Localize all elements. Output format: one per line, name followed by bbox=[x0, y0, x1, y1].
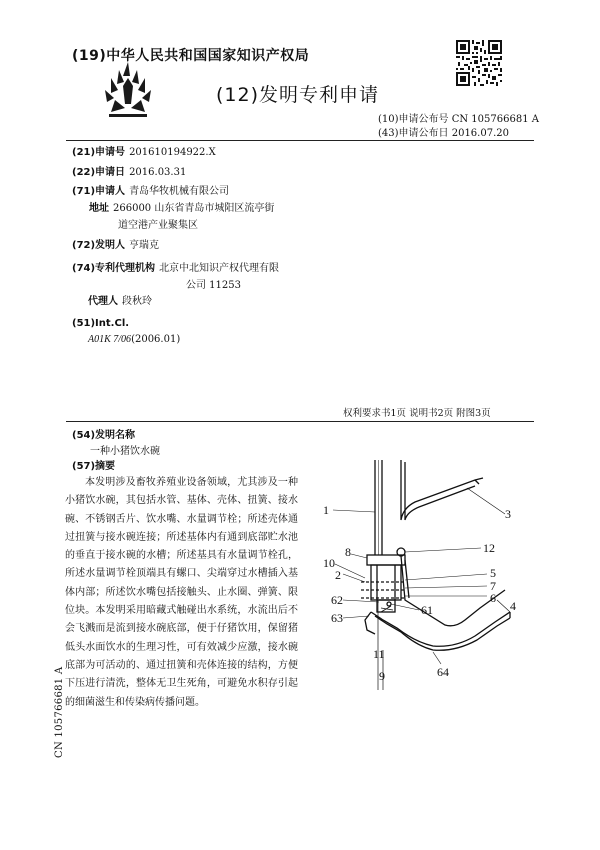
application-number-label: (21)申请号 bbox=[72, 147, 126, 158]
ref-number: 12 bbox=[483, 541, 495, 555]
ref-number: 2 bbox=[335, 568, 341, 582]
ref-number: 1 bbox=[323, 503, 329, 517]
agent-value: 段秋玲 bbox=[122, 296, 152, 307]
page-counts-divider bbox=[66, 421, 534, 422]
cnipa-logo bbox=[97, 60, 159, 122]
ref-number: 62 bbox=[331, 593, 343, 607]
address-label: 地址 bbox=[89, 203, 109, 214]
drawing-lines bbox=[333, 460, 510, 690]
drawing-reference-numbers bbox=[323, 503, 516, 683]
ref-number: 64 bbox=[437, 665, 449, 679]
application-date-value: 2016.03.31 bbox=[129, 167, 187, 178]
applicant-value: 青岛华牧机械有限公司 bbox=[129, 186, 230, 197]
ref-number: 6 bbox=[490, 591, 496, 605]
abstract-text: 本发明涉及畜牧养殖业设备领域，尤其涉及一种小猪饮水碗，其包括水管、基体、壳体、扭簧、接水碗、不锈钢舌片、饮水嘴、水量调节栓；所述壳体通过扭簧与接水碗连接；所述基体内有通到底部贮水池的垂直于接水碗的水槽；所述基具有水量调节栓孔，所述水量调节栓顶端具有螺口、尖端穿过水槽插入基体内部；所述饮水嘴包括接触头、止水圈、弹簧、限位块。本发明采用暗藏式触碰出水系统，水流出后不会飞溅而是流到接水碗底部，便于仔猪饮用，保留猪低头水面饮水的生理习性，可有效减少应激，接水碗底部为可活动的、通过扭簧和壳体连接的结构，方便下压进行清洗，整体无卫生死角，可避免水积存引起的细菌滋生和传染病传播问题。 bbox=[65, 477, 298, 708]
agent-label: 代理人 bbox=[88, 296, 118, 307]
inventor-label: (72)发明人 bbox=[72, 240, 126, 251]
agent-row bbox=[88, 294, 152, 309]
invention-name-label-row bbox=[72, 428, 135, 443]
abstract-label-row bbox=[72, 459, 115, 474]
application-date-label: (22)申请日 bbox=[72, 167, 126, 178]
invention-name: 一种小猪饮水碗 bbox=[90, 446, 160, 457]
patent-office-name: (19)中华人民共和国国家知识产权局 bbox=[72, 48, 310, 64]
publication-date bbox=[378, 124, 509, 139]
page-counts: 权利要求书1页 说明书2页 附图3页 bbox=[343, 408, 491, 419]
abstract-drawing bbox=[305, 450, 550, 695]
agency-line-1: 北京中北知识产权代理有限 bbox=[159, 263, 280, 274]
intcl-code: A01K 7/06 bbox=[88, 334, 132, 345]
header-divider bbox=[66, 140, 534, 141]
ref-number: 5 bbox=[490, 566, 496, 580]
address-line-2: 道空港产业聚集区 bbox=[118, 220, 198, 231]
intcl-label-text: (51)Int.Cl. bbox=[72, 318, 130, 329]
ref-number: 61 bbox=[421, 603, 433, 617]
document-type-title: (12)发明专利申请 bbox=[216, 84, 380, 106]
publication-number-value: CN 105766681 A bbox=[451, 114, 539, 125]
publication-date-value: 2016.07.20 bbox=[451, 128, 509, 139]
application-date-row bbox=[72, 165, 186, 180]
ref-number: 10 bbox=[323, 556, 335, 570]
applicant-label: (71)申请人 bbox=[72, 186, 126, 197]
address-row bbox=[89, 201, 274, 216]
application-number-value: 201610194922.X bbox=[129, 147, 216, 158]
ref-number: 3 bbox=[505, 507, 511, 521]
intcl-row bbox=[88, 332, 180, 347]
inventor-value: 亨瑞克 bbox=[129, 240, 160, 251]
publication-date-label: (43)申请公布日 bbox=[378, 128, 449, 139]
agency-row bbox=[72, 261, 279, 276]
application-number-row bbox=[72, 145, 216, 160]
ref-number: 63 bbox=[331, 611, 343, 625]
applicant-row bbox=[72, 184, 229, 199]
invention-name-label: (54)发明名称 bbox=[72, 430, 136, 441]
ref-number: 8 bbox=[345, 545, 351, 559]
intcl-version: (2006.01) bbox=[131, 334, 181, 345]
qr-code bbox=[456, 40, 502, 86]
agency-line-2: 公司 11253 bbox=[186, 280, 241, 291]
address-line-1: 266000 山东省青岛市城阳区流亭街 bbox=[113, 203, 275, 214]
publication-number bbox=[378, 110, 539, 125]
side-publication-number: CN 105766681 A bbox=[54, 666, 65, 758]
abstract-body bbox=[65, 474, 298, 712]
publication-number-label: (10)申请公布号 bbox=[378, 114, 449, 125]
agency-label: (74)专利代理机构 bbox=[72, 263, 156, 274]
abstract-label: (57)摘要 bbox=[72, 461, 116, 472]
inventor-row bbox=[72, 238, 159, 253]
ref-number: 9 bbox=[379, 669, 385, 683]
ref-number: 11 bbox=[373, 647, 385, 661]
ref-number: 7 bbox=[490, 579, 496, 593]
intcl-label bbox=[72, 316, 129, 331]
ref-number: 4 bbox=[510, 599, 516, 613]
